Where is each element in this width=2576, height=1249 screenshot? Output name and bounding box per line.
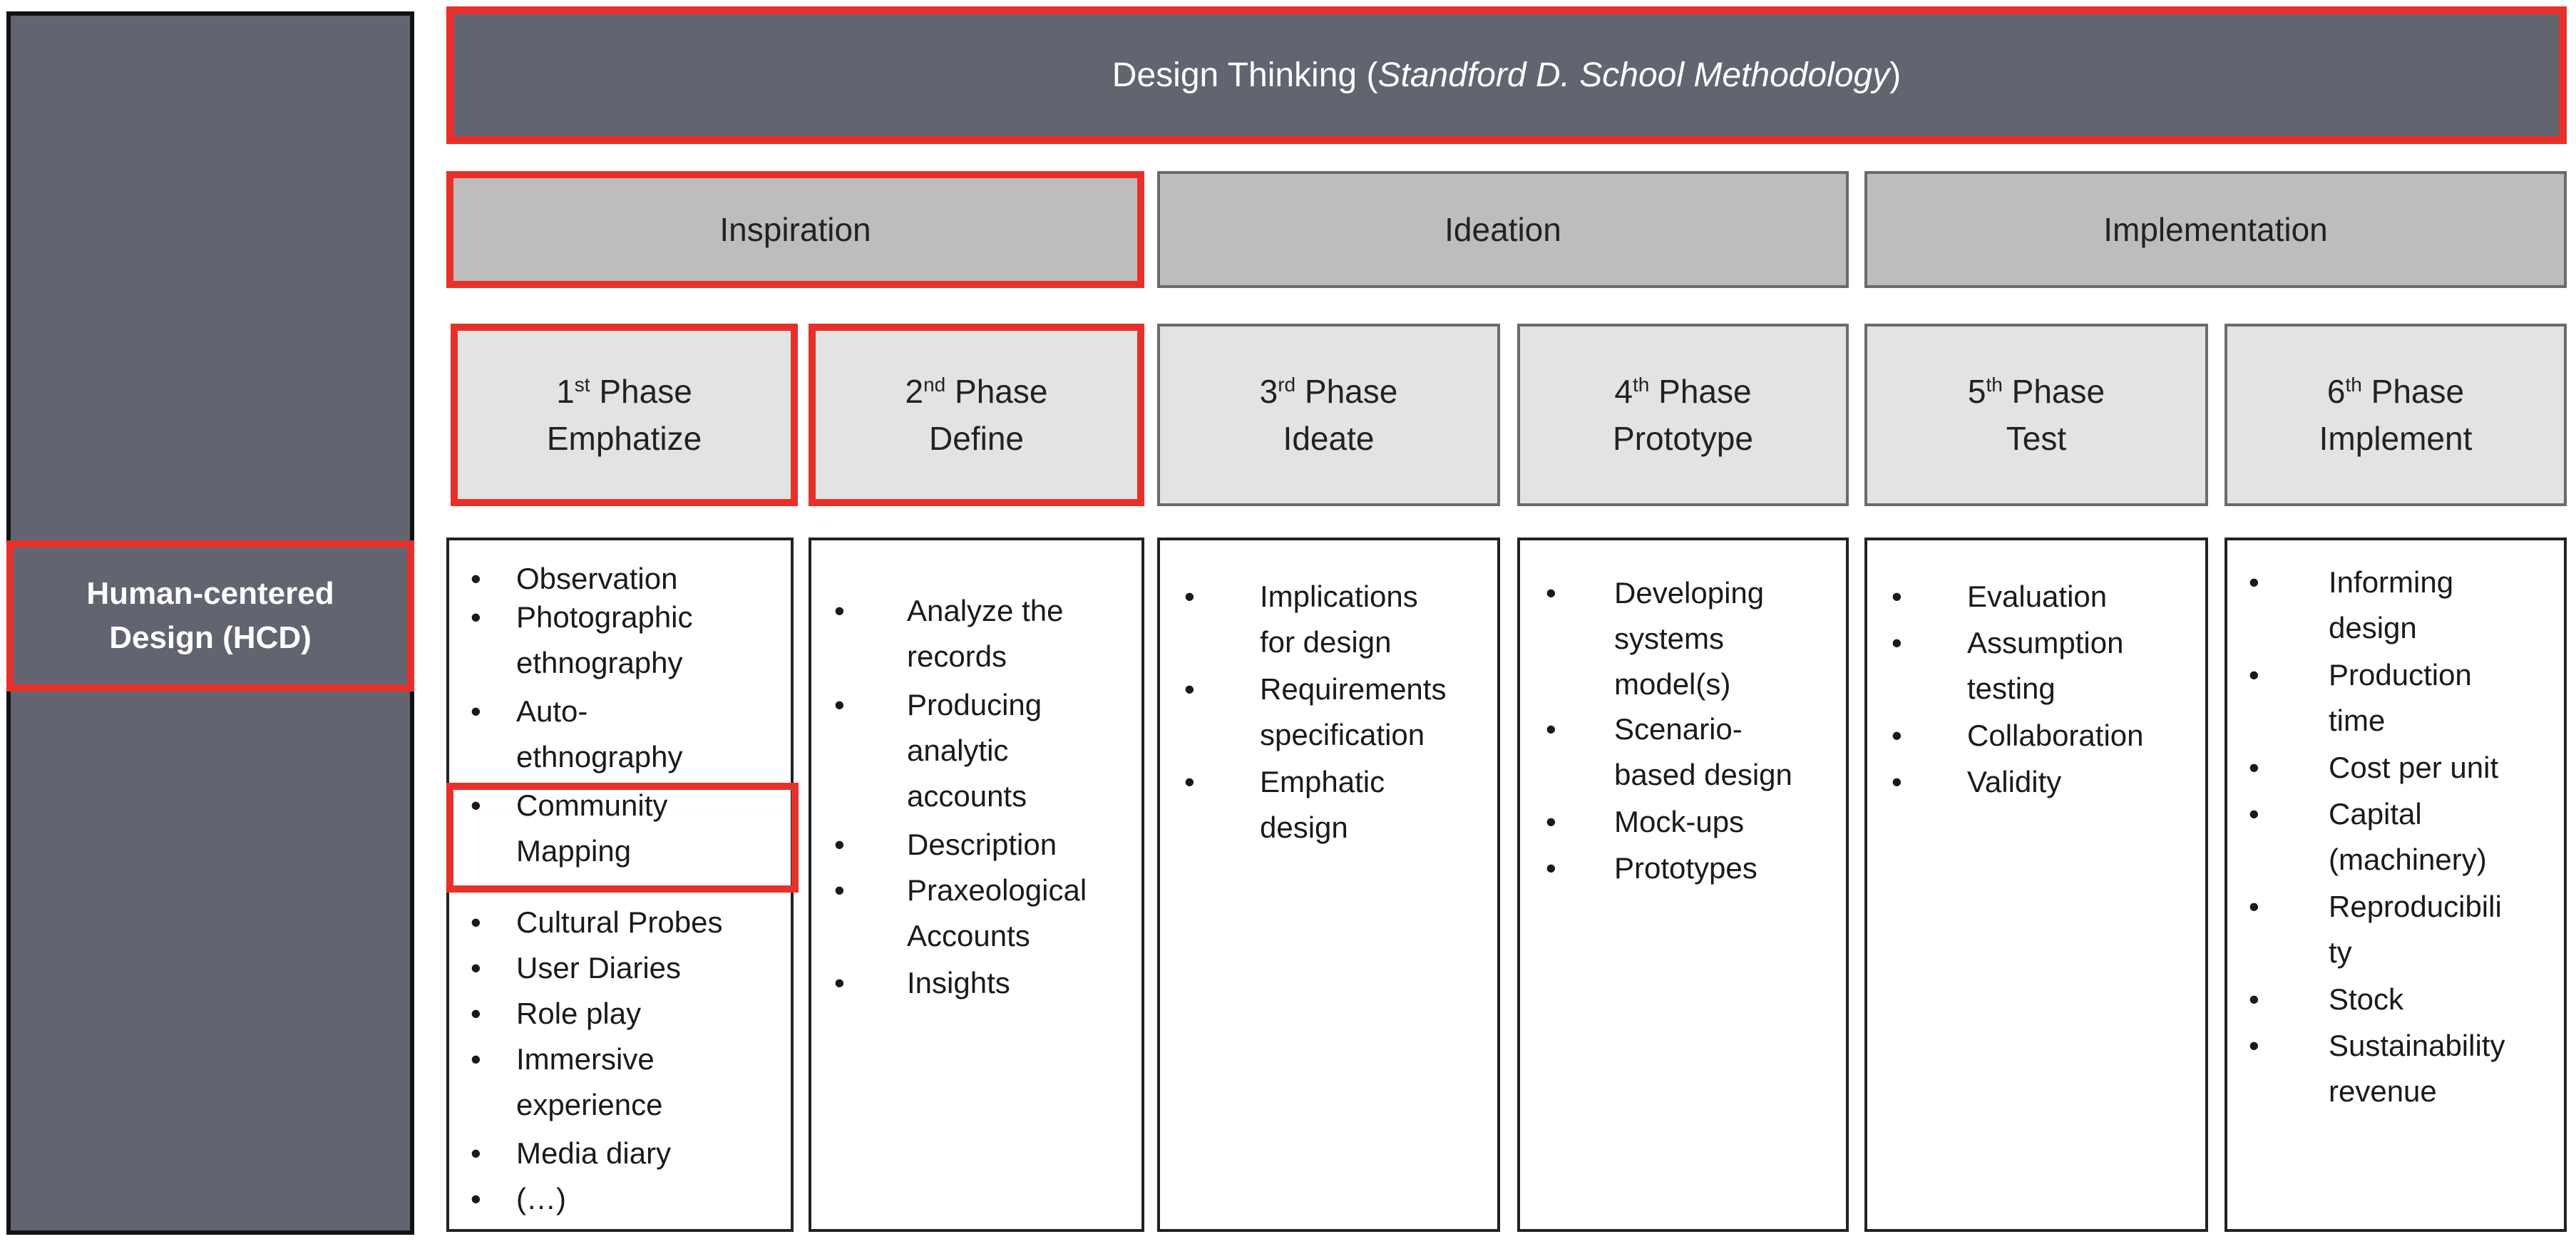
list-item-line: ethnography [516,740,683,773]
phase-2-define [809,324,1144,506]
list-item-line: Validity [1967,765,2062,798]
bullet-icon: • [2249,890,2259,923]
list-item-line: time [2329,704,2386,737]
phase-3-ideate [1157,324,1500,506]
bullet-icon: • [1892,580,1902,613]
phase-ordinal: th [2345,373,2362,396]
phase-number: 3 [1259,373,1278,410]
list-item-text [907,868,1087,959]
bullet-icon: • [471,600,481,634]
list-item-line: Media diary [516,1136,672,1170]
list-item-line: Reproducibili [2329,890,2502,923]
list-item-line: analytic [907,734,1009,767]
phase-4-prototype [1517,324,1849,506]
stage-label: Implementation [2103,211,2328,248]
list-item-line: revenue [2329,1074,2437,1108]
list-item-line: Auto- [516,694,588,728]
list-item-line: (…) [516,1182,566,1215]
bullet-icon: • [471,951,481,985]
bullet-icon: • [834,594,845,627]
bullet-icon: • [2249,565,2259,599]
list-item-line: experience [516,1088,663,1121]
list-item-line: Praxeological [907,873,1087,907]
list-item-line: Prototypes [1614,851,1757,885]
hcd-label-line1: Human-centered [86,576,334,611]
hcd-label-line2: Design (HCD) [109,620,312,655]
list-item-line: systems [1614,622,1725,655]
list-item-line: Mock-ups [1614,805,1745,838]
list-item-text [907,588,1063,679]
list-item-line: Emphatic [1260,765,1385,798]
bullet-icon: • [1184,580,1195,613]
list-item-line: Mapping [516,834,632,868]
bullet-icon: • [1546,576,1556,610]
bullet-icon: • [471,788,481,822]
list-item-line: Cost per unit [2329,751,2499,784]
bullet-icon: • [1546,805,1556,838]
phase-name: Implement [2319,420,2473,457]
list-item-line: ethnography [516,646,683,679]
list-item-line: Stock [2329,982,2404,1016]
list-item-text [2329,1023,2505,1114]
list-item-text [2329,652,2472,744]
bullet-icon: • [2249,982,2259,1016]
list-item-line: for design [1260,625,1392,659]
list-item-text [2329,884,2502,975]
bullet-icon: • [834,966,845,999]
phase-number: 6 [2326,373,2346,410]
bullet-icon: • [471,1136,481,1170]
list-item-text [2329,977,2403,1022]
list-item-line: Analyze the [907,594,1064,627]
header-suffix: ) [1889,56,1902,94]
content-column-3 [1157,538,1500,1232]
list-item-text [1260,759,1385,850]
bullet-icon: • [2249,797,2259,831]
content-column-2 [809,538,1144,1232]
phase-5-test [1864,324,2208,506]
list-item-text [1614,845,1757,891]
list-item-line: Implications [1260,580,1418,613]
list-item-text [516,689,683,780]
list-item-line: Observation [516,562,678,595]
bullet-icon: • [471,1182,481,1215]
list-item-line: Accounts [907,919,1030,952]
phase-word: Phase [2011,373,2105,410]
list-item-line: Requirements [1260,672,1447,706]
list-item-line: Description [907,828,1057,861]
list-item-line: accounts [907,779,1027,813]
design-thinking-header [446,6,2567,144]
list-item-line: design [2329,611,2417,644]
phase-number: 4 [1614,373,1633,410]
list-item-line: (machinery) [2329,843,2487,876]
list-item-text [516,900,722,945]
phase-number: 1 [556,373,575,410]
list-item-text [2329,745,2498,791]
list-item-line: Cultural Probes [516,905,723,939]
content-column-4 [1517,538,1849,1232]
list-item-text [516,991,641,1037]
phase-ordinal: nd [923,373,946,396]
stage-inspiration [446,171,1144,288]
phase-name: Ideate [1283,420,1375,457]
phase-name: Define [929,420,1024,457]
bullet-icon: • [1892,719,1902,752]
content-column-5 [1864,538,2208,1232]
list-item-line: Evaluation [1967,580,2108,613]
bullet-icon: • [471,905,481,939]
list-item-text [516,595,693,686]
content-column-1 [446,538,794,1232]
content-column-6 [2225,538,2567,1232]
stage-label: Inspiration [719,211,871,248]
phase-name: Prototype [1613,420,1753,457]
list-item-text [516,783,667,874]
list-item-line: Production [2329,658,2472,692]
bullet-icon: • [1892,626,1902,659]
bullet-icon: • [2249,751,2259,784]
bullet-icon: • [1184,672,1195,706]
phase-word: Phase [2371,373,2465,410]
list-item-text [516,1176,566,1222]
phase-number: 5 [1967,373,1986,410]
list-item-text [1614,799,1744,845]
bullet-icon: • [2249,1029,2259,1062]
bullet-icon: • [471,694,481,728]
phase-ordinal: st [574,373,590,396]
bullet-icon: • [834,828,845,861]
phase-ordinal: th [1633,373,1650,396]
hcd-label-box [6,540,414,692]
bullet-icon: • [834,873,845,907]
list-item-line: Collaboration [1967,719,2144,752]
phase-6-implement [2225,324,2567,506]
list-item-text [1967,713,2144,759]
list-item-line: Developing [1614,576,1765,610]
phase-number: 2 [905,373,924,410]
list-item-line: Producing [907,688,1042,721]
bullet-icon: • [471,997,481,1030]
phase-1-emphatize [451,324,798,506]
list-item-line: Assumption [1967,626,2124,659]
list-item-line: records [907,639,1007,673]
list-item-line: Scenario- [1614,712,1743,746]
header-italic: Standford D. School Methodology [1377,56,1890,94]
phase-name: Test [2006,420,2067,457]
list-item-line: specification [1260,718,1425,751]
list-item-line: Capital [2329,797,2422,831]
bullet-icon: • [1892,765,1902,798]
bullet-icon: • [1546,851,1556,885]
list-item-line: Immersive [516,1042,655,1076]
bullet-icon: • [2249,658,2259,692]
list-item-text [1967,620,2123,711]
list-item-line: Role play [516,997,642,1030]
list-item-text [907,682,1042,819]
stage-label: Ideation [1444,211,1561,248]
list-item-text [1614,570,1764,707]
bullet-icon: • [834,688,845,721]
bullet-icon: • [471,1042,481,1076]
list-item-text [907,822,1057,868]
phase-word: Phase [955,373,1048,410]
stage-ideation [1157,171,1849,288]
bullet-icon: • [1184,765,1195,798]
list-item-text [2329,560,2453,651]
list-item-text [1967,759,2061,805]
list-item-line: Community [516,788,668,822]
list-item-line: Insights [907,966,1010,999]
phase-ordinal: th [1986,373,2003,396]
phase-word: Phase [1304,373,1398,410]
list-item-text [516,1131,671,1176]
phase-name: Emphatize [546,420,702,457]
list-item-text [1260,667,1446,758]
list-item-line: model(s) [1614,667,1731,701]
list-item-text [1614,706,1792,798]
list-item-line: User Diaries [516,951,682,985]
list-item-line: based design [1614,758,1792,791]
bullet-icon: • [471,562,481,595]
phase-word: Phase [599,373,692,410]
phase-word: Phase [1658,373,1752,410]
list-item-text [907,960,1010,1006]
list-item-line: design [1260,811,1348,844]
list-item-text [1260,574,1418,665]
list-item-text [1967,574,2107,620]
list-item-text [516,1037,662,1128]
header-prefix: Design Thinking ( [1112,56,1378,94]
list-item-line: Photographic [516,600,693,634]
stage-implementation [1864,171,2567,288]
list-item-line: Informing [2329,565,2454,599]
list-item-line: testing [1967,672,2056,705]
list-item-line: Sustainability [2329,1029,2505,1062]
bullet-icon: • [1546,712,1556,746]
list-item-line: ty [2329,935,2352,969]
list-item-text [516,945,681,991]
phase-ordinal: rd [1278,373,1296,396]
list-item-text [2329,791,2487,883]
